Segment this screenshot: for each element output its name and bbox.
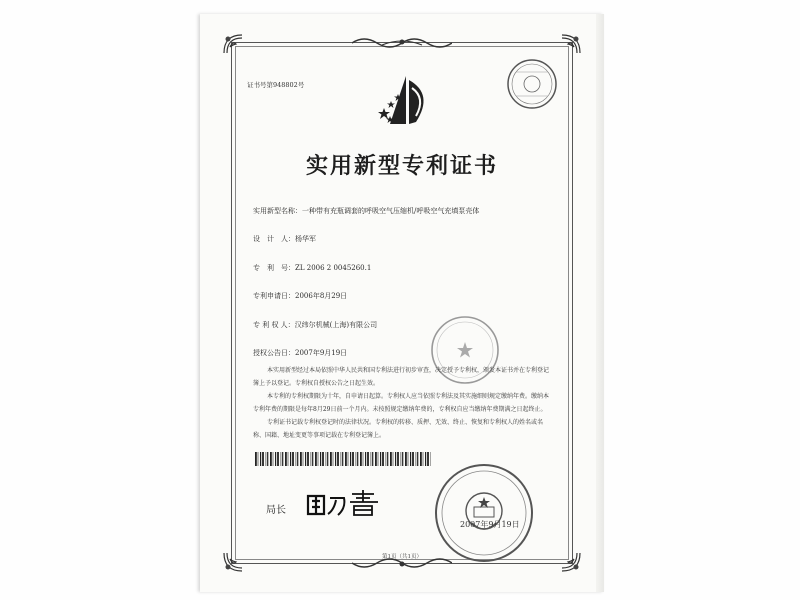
barcode-bar [305,452,306,466]
corner-ornament-icon [560,33,582,55]
barcode-bar [367,452,369,466]
barcode-bar [275,452,276,466]
page-number: 第1页（共1页） [382,554,422,560]
barcode-bar [266,452,267,466]
field-label: 专 利 号： [253,264,295,272]
field-value: 杨华军 [295,235,316,243]
barcode-bar [350,452,351,466]
barcode-bar [303,452,304,466]
field-designer [253,234,316,244]
barcode-bar [337,452,339,466]
barcode-bar [312,452,313,466]
barcode-bar [292,452,294,466]
barcode-bar [342,452,343,466]
barcode-bar [372,452,373,466]
barcode-bar [416,452,417,466]
field-label: 实用新型名称： [253,207,302,215]
seal-date: 2007年9月19日 [460,520,520,529]
sheet-edge [596,14,604,592]
field-value: 2006年8月29日 [295,292,348,300]
body-paragraph: 本实用新型经过本局依照中华人民共和国专利法进行初步审查，决定授予专利权，颁发本证书并在专利登记簿上予以登记。专利权自授权公告之日起生效。 [253,367,550,387]
field-grant-date [253,348,347,358]
barcode-bar [311,452,312,466]
barcode-bar [423,452,424,466]
barcode-bar [273,452,274,466]
top-ornament-icon [352,35,452,49]
certificate-number: 证书号第948802号 [247,81,305,89]
barcode-bar [307,452,309,466]
barcode-bar [375,452,377,466]
barcode-bar [290,452,291,466]
barcode-bar [397,452,399,466]
barcode-bar [427,452,429,466]
barcode-bar [395,452,396,466]
barcode-bar [408,452,409,466]
field-label: 专 利 权 人： [253,321,295,329]
barcode-bar [296,452,297,466]
barcode-bar [262,452,264,466]
barcode-bar [363,452,364,466]
national-ip-office-seal-icon [432,461,536,565]
barcode-bar [258,452,259,466]
corner-ornament-icon [222,33,244,55]
barcode-bar [410,452,411,466]
barcode-bar [297,452,298,466]
barcode-bar [417,452,418,466]
barcode-bar [333,452,334,466]
barcode-bar [320,452,321,466]
field-patentee [253,320,377,330]
barcode-bar [281,452,282,466]
barcode-bar [255,452,257,466]
barcode-bar [420,452,422,466]
barcode-bar [382,452,384,466]
barcode-bar [282,452,283,466]
barcode-bar [401,452,402,466]
patent-office-logo-icon [376,74,436,130]
barcode-bar [326,452,327,466]
field-utility-model-name [253,206,479,216]
barcode-bar [352,452,354,466]
barcode-bar [285,452,287,466]
field-value: 一种带有充瓶调套的呼吸空气压缩机/呼吸空气充填泵壳体 [302,207,480,215]
field-value: 汉纬尔机械(上海)有限公司 [294,321,378,329]
barcode-bar [387,452,388,466]
barcode-icon [255,452,431,466]
barcode-bar [330,452,332,466]
director-signature-icon [304,488,384,518]
barcode-bar [277,452,279,466]
barcode-bar [322,452,324,466]
barcode-bar [357,452,358,466]
barcode-bar [390,452,392,466]
barcode-bar [405,452,407,466]
barcode-bar [327,452,328,466]
barcode-bar [365,452,366,466]
barcode-bar [315,452,317,466]
body-paragraph: 本专利的专利权期限为十年，自申请日起算。专利权人应当依照专利法及其实施细则规定缴纳年费。缴纳本专利年费的期限是每年8月29日前一个月内。未按照规定缴纳年费的，专利权自应当缴纳年费期满之日起终止。 [253,393,550,413]
barcode-bar [300,452,302,466]
certificate-sheet [200,14,604,592]
field-label: 专利申请日： [253,292,295,300]
official-seal-icon [506,58,558,110]
barcode-bar [425,452,426,466]
field-patent-number [253,263,371,273]
barcode-bar [345,452,347,466]
barcode-bar [393,452,394,466]
barcode-bar [318,452,319,466]
barcode-bar [378,452,379,466]
barcode-bar [341,452,342,466]
body-paragraph: 专利证书记载专利权登记时的法律状况。专利权的转移、质押、无效、终止、恢复和专利权人的姓名或名称、国籍、地址变更等事项记载在专利登记簿上。 [253,419,544,439]
barcode-bar [267,452,268,466]
certificate-title: 实用新型专利证书 [305,153,498,179]
barcode-bar [260,452,261,466]
field-label: 设 计 人： [253,235,295,243]
field-label: 授权公告日： [253,349,295,357]
barcode-bar [356,452,357,466]
barcode-bar [412,452,414,466]
field-application-date [253,291,347,301]
barcode-bar [360,452,362,466]
barcode-bar [380,452,381,466]
barcode-bar [371,452,372,466]
barcode-bar [348,452,349,466]
barcode-bar [386,452,387,466]
barcode-bar [335,452,336,466]
field-value: ZL 2006 2 0045260.1 [295,264,372,272]
barcode-bar [402,452,403,466]
barcode-bar [288,452,289,466]
director-label: 局长 [266,505,286,516]
barcode-bar [270,452,272,466]
certificate-body [253,364,553,442]
field-value: 2007年9月19日 [295,349,348,357]
